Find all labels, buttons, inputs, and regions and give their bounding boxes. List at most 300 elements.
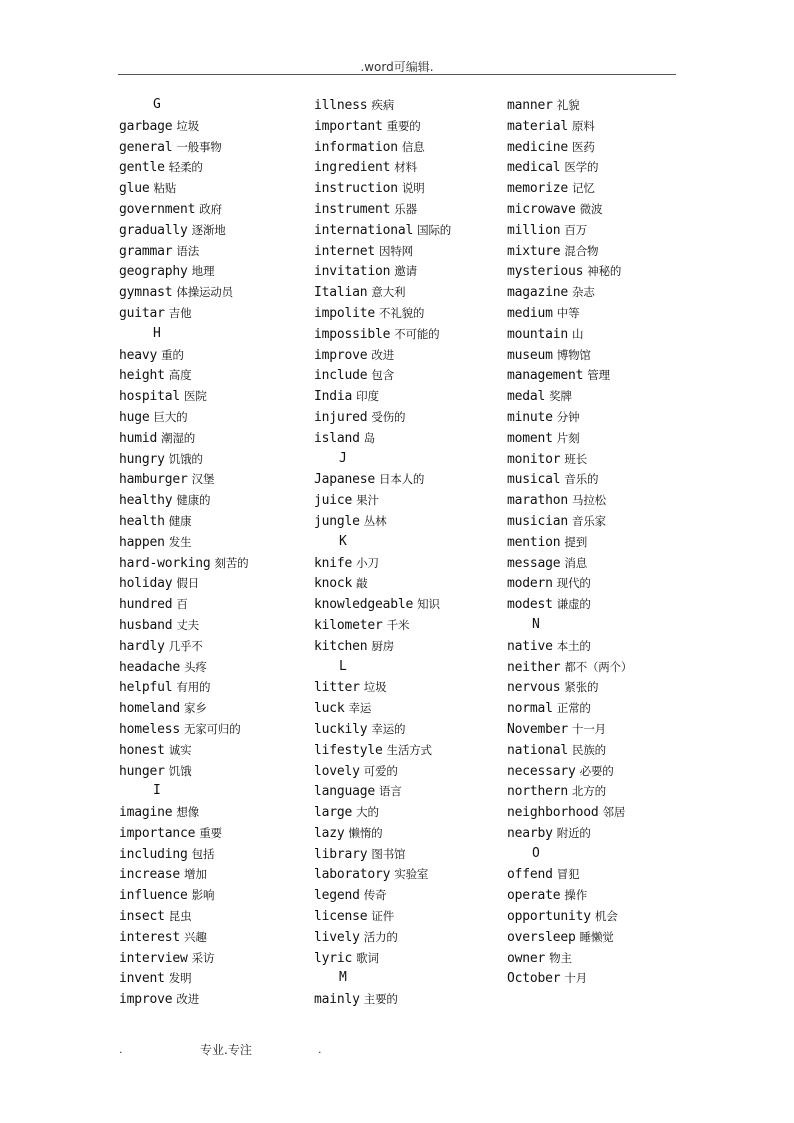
english-word: hunger bbox=[119, 763, 165, 779]
vocab-entry bbox=[119, 906, 309, 927]
vocab-entry bbox=[507, 636, 697, 657]
chinese-meaning: 微波 bbox=[579, 201, 603, 216]
vocab-entry bbox=[314, 220, 504, 241]
vocab-entry bbox=[507, 511, 697, 532]
vocab-entry bbox=[314, 261, 504, 282]
chinese-meaning: 神秘的 bbox=[587, 264, 622, 279]
vocab-entry bbox=[507, 345, 697, 366]
chinese-meaning: 消息 bbox=[564, 555, 587, 570]
vocab-entry bbox=[119, 615, 309, 636]
chinese-meaning: 可爱的 bbox=[363, 763, 398, 778]
chinese-meaning: 因特网 bbox=[379, 243, 413, 258]
vocab-entry bbox=[314, 428, 504, 449]
vocab-entry bbox=[507, 303, 697, 324]
vocab-entry bbox=[507, 220, 697, 241]
chinese-meaning: 必要的 bbox=[579, 763, 614, 778]
english-word: monitor bbox=[507, 451, 561, 467]
english-word: gradually bbox=[119, 222, 188, 238]
chinese-meaning: 音乐家 bbox=[572, 513, 606, 528]
footer-dot-right: . bbox=[318, 1043, 322, 1056]
chinese-meaning: 饥饿 bbox=[168, 763, 192, 778]
vocab-entry bbox=[507, 927, 697, 948]
vocab-entry bbox=[507, 261, 697, 282]
vocab-entry bbox=[119, 989, 309, 1010]
english-word: medical bbox=[507, 160, 561, 176]
english-word: hard-working bbox=[119, 555, 211, 571]
english-word: information bbox=[314, 139, 398, 155]
english-word: internet bbox=[314, 243, 376, 259]
chinese-meaning: 谦虚的 bbox=[556, 597, 591, 612]
chinese-meaning: 片刻 bbox=[556, 430, 580, 445]
vocab-entry bbox=[119, 844, 309, 865]
chinese-meaning: 都不（两个） bbox=[564, 659, 633, 674]
english-word: moment bbox=[507, 430, 553, 446]
english-word: national bbox=[507, 742, 569, 758]
vocab-entry bbox=[507, 657, 697, 678]
vocab-entry bbox=[507, 698, 697, 719]
vocab-entry bbox=[119, 594, 309, 615]
english-word: holiday bbox=[119, 576, 173, 592]
english-word: October bbox=[507, 971, 561, 987]
vocab-entry bbox=[119, 927, 309, 948]
chinese-meaning: 敲 bbox=[356, 576, 368, 591]
english-word: increase bbox=[119, 867, 181, 883]
chinese-meaning: 博物馆 bbox=[556, 347, 591, 362]
vocab-entry bbox=[507, 469, 697, 490]
vocab-entry bbox=[314, 740, 504, 761]
english-word: husband bbox=[119, 617, 173, 633]
vocab-entry bbox=[119, 864, 309, 885]
english-word: homeless bbox=[119, 721, 181, 737]
english-word: material bbox=[507, 118, 569, 134]
chinese-meaning: 正常的 bbox=[556, 701, 591, 716]
english-word: guitar bbox=[119, 305, 165, 321]
english-word: minute bbox=[507, 409, 553, 425]
english-word: kitchen bbox=[314, 638, 368, 654]
chinese-meaning: 受伤的 bbox=[371, 409, 406, 424]
chinese-meaning: 改进 bbox=[176, 992, 199, 1007]
english-word: lovely bbox=[314, 763, 360, 779]
english-word: invitation bbox=[314, 264, 391, 280]
english-word: mountain bbox=[507, 326, 569, 342]
vocab-entry bbox=[119, 241, 309, 262]
english-word: include bbox=[314, 368, 368, 384]
english-word: health bbox=[119, 513, 165, 529]
english-word: hardly bbox=[119, 638, 165, 654]
vocab-entry bbox=[119, 365, 309, 386]
vocab-entry bbox=[507, 199, 697, 220]
header-rule bbox=[118, 74, 676, 75]
chinese-meaning: 重要的 bbox=[386, 118, 421, 133]
english-word: magazine bbox=[507, 285, 569, 301]
vocab-entry bbox=[314, 324, 504, 345]
vocab-entry bbox=[314, 615, 504, 636]
vocab-entry bbox=[119, 178, 309, 199]
vocab-entry bbox=[314, 116, 504, 137]
chinese-meaning: 岛 bbox=[363, 430, 376, 445]
english-word: modern bbox=[507, 576, 553, 592]
vocab-entry bbox=[507, 802, 697, 823]
english-word: illness bbox=[314, 98, 368, 113]
english-word: instrument bbox=[314, 201, 391, 217]
chinese-meaning: 礼貌 bbox=[556, 98, 580, 112]
vocab-entry bbox=[507, 532, 697, 553]
english-word: mixture bbox=[507, 243, 561, 259]
english-word: opportunity bbox=[507, 909, 591, 925]
english-word: grammar bbox=[119, 243, 173, 259]
english-word: honest bbox=[119, 742, 165, 758]
chinese-meaning: 杂志 bbox=[572, 285, 595, 300]
chinese-meaning: 健康的 bbox=[176, 493, 211, 508]
chinese-meaning: 实验室 bbox=[394, 867, 429, 882]
vocab-entry bbox=[314, 864, 504, 885]
chinese-meaning: 饥饿的 bbox=[168, 451, 203, 466]
chinese-meaning: 百万 bbox=[564, 222, 587, 237]
chinese-meaning: 信息 bbox=[401, 139, 425, 154]
english-word: memorize bbox=[507, 181, 569, 197]
english-word: medal bbox=[507, 389, 546, 405]
chinese-meaning: 改进 bbox=[371, 347, 394, 362]
chinese-meaning: 无家可归的 bbox=[184, 721, 241, 736]
vocab-entry bbox=[507, 677, 697, 698]
chinese-meaning: 民族的 bbox=[572, 742, 606, 757]
vocab-entry bbox=[314, 948, 504, 969]
chinese-meaning: 健康 bbox=[168, 513, 192, 528]
chinese-meaning: 影响 bbox=[191, 888, 215, 903]
vocab-entry bbox=[119, 282, 309, 303]
vocab-entry bbox=[507, 407, 697, 428]
english-word: oversleep bbox=[507, 929, 576, 945]
vocab-entry bbox=[507, 324, 697, 345]
vocab-entry bbox=[507, 365, 697, 386]
chinese-meaning: 物主 bbox=[549, 950, 572, 965]
vocab-entry bbox=[119, 573, 309, 594]
english-word: luck bbox=[314, 701, 345, 717]
english-word: height bbox=[119, 368, 165, 384]
vocab-entry bbox=[507, 241, 697, 262]
english-word: interest bbox=[119, 929, 181, 945]
chinese-meaning: 医学的 bbox=[564, 160, 599, 175]
vocab-entry bbox=[119, 511, 309, 532]
english-word: luckily bbox=[314, 721, 368, 737]
vocab-entry bbox=[314, 761, 504, 782]
english-word: microwave bbox=[507, 201, 576, 217]
english-word: ingredient bbox=[314, 160, 391, 176]
vocab-entry bbox=[507, 719, 697, 740]
english-word: gymnast bbox=[119, 285, 173, 301]
vocab-entry bbox=[314, 802, 504, 823]
chinese-meaning: 医院 bbox=[184, 389, 207, 404]
english-word: modest bbox=[507, 597, 553, 613]
english-word: offend bbox=[507, 867, 553, 883]
chinese-meaning: 邀请 bbox=[394, 264, 417, 279]
chinese-meaning: 不可能的 bbox=[394, 326, 440, 341]
english-word: language bbox=[314, 784, 376, 800]
vocab-entry bbox=[314, 241, 504, 262]
english-word: medium bbox=[507, 305, 553, 321]
vocab-entry bbox=[507, 137, 697, 158]
english-word: huge bbox=[119, 409, 150, 425]
chinese-meaning: 兴趣 bbox=[184, 929, 207, 944]
chinese-meaning: 重的 bbox=[161, 347, 184, 362]
vocab-entry bbox=[314, 137, 504, 158]
english-word: large bbox=[314, 805, 353, 821]
chinese-meaning: 疾病 bbox=[371, 98, 394, 112]
vocab-entry bbox=[314, 677, 504, 698]
chinese-meaning: 中等 bbox=[556, 305, 580, 320]
english-word: homeland bbox=[119, 701, 181, 717]
vocab-entry bbox=[119, 636, 309, 657]
english-word: November bbox=[507, 721, 569, 737]
chinese-meaning: 小刀 bbox=[356, 555, 379, 570]
english-word: including bbox=[119, 846, 188, 862]
chinese-meaning: 乐器 bbox=[394, 201, 417, 216]
chinese-meaning: 巨大的 bbox=[153, 409, 188, 424]
english-word: million bbox=[507, 222, 561, 238]
chinese-meaning: 几乎不 bbox=[168, 638, 203, 653]
chinese-meaning: 想像 bbox=[176, 805, 199, 820]
vocab-entry bbox=[507, 823, 697, 844]
vocab-entry bbox=[119, 802, 309, 823]
vocab-entry bbox=[507, 116, 697, 137]
english-word: helpful bbox=[119, 680, 173, 696]
english-word: government bbox=[119, 201, 196, 217]
vocab-entry bbox=[507, 885, 697, 906]
english-word: library bbox=[314, 846, 368, 862]
chinese-meaning: 懒惰的 bbox=[348, 825, 383, 840]
vocab-entry bbox=[314, 553, 504, 574]
english-word: necessary bbox=[507, 763, 576, 779]
english-word: improve bbox=[314, 347, 368, 363]
vocab-entry bbox=[119, 823, 309, 844]
chinese-meaning: 诚实 bbox=[168, 742, 192, 757]
vocab-entry bbox=[507, 449, 697, 470]
chinese-meaning: 包括 bbox=[191, 846, 215, 861]
english-word: lively bbox=[314, 929, 360, 945]
english-word: owner bbox=[507, 950, 546, 966]
chinese-meaning: 十月 bbox=[564, 971, 587, 986]
vocab-entry bbox=[119, 220, 309, 241]
vocab-entry bbox=[119, 345, 309, 366]
english-word: litter bbox=[314, 680, 360, 696]
english-word: musical bbox=[507, 472, 561, 488]
english-word: garbage bbox=[119, 118, 173, 134]
english-word: neighborhood bbox=[507, 805, 599, 821]
english-word: island bbox=[314, 430, 360, 446]
chinese-meaning: 吉他 bbox=[168, 305, 192, 320]
vocab-entry bbox=[119, 948, 309, 969]
english-word: instruction bbox=[314, 181, 398, 197]
chinese-meaning: 高度 bbox=[168, 368, 192, 383]
chinese-meaning: 传奇 bbox=[363, 888, 387, 903]
vocab-entry bbox=[314, 490, 504, 511]
footer-dot-left: . bbox=[119, 1043, 123, 1056]
letter-heading: N bbox=[532, 616, 540, 632]
vocab-entry bbox=[507, 553, 697, 574]
chinese-meaning: 头疼 bbox=[184, 659, 207, 674]
english-word: imagine bbox=[119, 805, 173, 821]
vocab-entry bbox=[119, 885, 309, 906]
chinese-meaning: 粘贴 bbox=[153, 181, 177, 196]
vocab-entry bbox=[507, 906, 697, 927]
chinese-meaning: 睡懒觉 bbox=[579, 929, 614, 944]
chinese-meaning: 发生 bbox=[168, 534, 192, 549]
chinese-meaning: 活力的 bbox=[363, 929, 398, 944]
chinese-meaning: 操作 bbox=[564, 888, 587, 903]
vocab-entry bbox=[314, 927, 504, 948]
english-word: importance bbox=[119, 825, 196, 841]
vocab-entry bbox=[507, 948, 697, 969]
vocab-entry bbox=[507, 157, 697, 178]
vocab-entry bbox=[507, 428, 697, 449]
chinese-meaning: 图书馆 bbox=[371, 846, 406, 861]
english-word: kilometer bbox=[314, 617, 383, 633]
vocab-entry bbox=[507, 740, 697, 761]
english-word: manner bbox=[507, 98, 553, 113]
vocab-entry bbox=[314, 885, 504, 906]
english-word: healthy bbox=[119, 493, 173, 509]
english-word: important bbox=[314, 118, 383, 134]
chinese-meaning: 记忆 bbox=[572, 181, 595, 196]
chinese-meaning: 发明 bbox=[168, 971, 192, 986]
english-word: heavy bbox=[119, 347, 158, 363]
chinese-meaning: 班长 bbox=[564, 451, 587, 466]
vocab-entry bbox=[314, 511, 504, 532]
chinese-meaning: 潮湿的 bbox=[161, 430, 196, 445]
chinese-meaning: 垃圾 bbox=[176, 118, 199, 133]
vocab-entry bbox=[119, 698, 309, 719]
chinese-meaning: 附近的 bbox=[556, 825, 591, 840]
vocab-entry bbox=[507, 178, 697, 199]
page-header: .word可编辑. bbox=[360, 60, 434, 74]
vocab-entry bbox=[119, 199, 309, 220]
chinese-meaning: 采访 bbox=[191, 950, 215, 965]
letter-heading: I bbox=[153, 783, 161, 799]
english-word: lazy bbox=[314, 825, 345, 841]
letter-heading: O bbox=[532, 845, 540, 861]
chinese-meaning: 百 bbox=[176, 597, 188, 612]
vocab-entry bbox=[119, 532, 309, 553]
letter-heading: J bbox=[339, 450, 347, 466]
letter-heading: K bbox=[339, 533, 347, 549]
english-word: hamburger bbox=[119, 472, 188, 488]
english-word: improve bbox=[119, 992, 173, 1008]
vocab-entry bbox=[119, 657, 309, 678]
vocab-entry bbox=[314, 282, 504, 303]
english-word: museum bbox=[507, 347, 553, 363]
english-word: northern bbox=[507, 784, 569, 800]
vocab-entry bbox=[119, 137, 309, 158]
vocab-entry bbox=[314, 345, 504, 366]
english-word: neither bbox=[507, 659, 561, 675]
english-word: glue bbox=[119, 181, 150, 197]
chinese-meaning: 管理 bbox=[587, 368, 610, 383]
vocab-entry bbox=[119, 407, 309, 428]
chinese-meaning: 汉堡 bbox=[191, 472, 215, 487]
vocab-entry bbox=[119, 740, 309, 761]
chinese-meaning: 语言 bbox=[379, 784, 402, 799]
vocab-entry bbox=[507, 594, 697, 615]
english-word: injured bbox=[314, 409, 368, 425]
chinese-meaning: 幸运 bbox=[348, 701, 372, 716]
chinese-meaning: 证件 bbox=[371, 909, 394, 924]
vocab-entry bbox=[507, 573, 697, 594]
english-word: impossible bbox=[314, 326, 391, 342]
vocab-entry bbox=[314, 594, 504, 615]
chinese-meaning: 北方的 bbox=[572, 784, 606, 799]
chinese-meaning: 国际的 bbox=[417, 222, 452, 237]
english-word: mysterious bbox=[507, 264, 584, 280]
english-word: mainly bbox=[314, 992, 360, 1008]
chinese-meaning: 丛林 bbox=[363, 513, 387, 528]
english-word: nervous bbox=[507, 680, 561, 696]
english-word: humid bbox=[119, 430, 158, 446]
chinese-meaning: 知识 bbox=[417, 597, 440, 612]
vocab-entry bbox=[119, 553, 309, 574]
english-word: hospital bbox=[119, 389, 181, 405]
vocab-column-3 bbox=[507, 95, 697, 989]
vocab-entry bbox=[119, 428, 309, 449]
chinese-meaning: 材料 bbox=[394, 160, 417, 175]
vocab-entry bbox=[314, 781, 504, 802]
english-word: management bbox=[507, 368, 584, 384]
chinese-meaning: 体操运动员 bbox=[176, 285, 233, 300]
vocab-entry bbox=[314, 719, 504, 740]
chinese-meaning: 幸运的 bbox=[371, 721, 406, 736]
vocab-entry bbox=[507, 490, 697, 511]
vocab-entry bbox=[119, 490, 309, 511]
vocab-entry bbox=[119, 261, 309, 282]
vocab-entry bbox=[314, 698, 504, 719]
vocab-entry bbox=[507, 968, 697, 989]
english-word: native bbox=[507, 638, 553, 654]
english-word: knife bbox=[314, 555, 353, 571]
vocab-entry bbox=[314, 844, 504, 865]
english-word: hungry bbox=[119, 451, 165, 467]
chinese-meaning: 包含 bbox=[371, 368, 394, 383]
chinese-meaning: 马拉松 bbox=[572, 493, 606, 508]
chinese-meaning: 逐渐地 bbox=[191, 222, 226, 237]
english-word: lyric bbox=[314, 950, 353, 966]
english-word: gentle bbox=[119, 160, 165, 176]
vocab-entry bbox=[314, 386, 504, 407]
chinese-meaning: 一般事物 bbox=[176, 139, 222, 154]
chinese-meaning: 丈夫 bbox=[176, 617, 199, 632]
vocab-entry bbox=[507, 864, 697, 885]
chinese-meaning: 分钟 bbox=[556, 409, 580, 424]
chinese-meaning: 生活方式 bbox=[386, 742, 432, 757]
vocab-entry bbox=[119, 968, 309, 989]
english-word: knock bbox=[314, 576, 353, 592]
chinese-meaning: 本土的 bbox=[556, 638, 591, 653]
vocab-entry bbox=[119, 303, 309, 324]
chinese-meaning: 大的 bbox=[356, 805, 379, 820]
chinese-meaning: 日本人的 bbox=[379, 472, 425, 487]
vocab-entry bbox=[314, 573, 504, 594]
english-word: impolite bbox=[314, 305, 376, 321]
vocab-entry bbox=[314, 407, 504, 428]
chinese-meaning: 医药 bbox=[572, 139, 595, 154]
vocab-entry bbox=[314, 303, 504, 324]
footer-text: 专业.专注 bbox=[200, 1043, 252, 1057]
vocab-entry bbox=[314, 178, 504, 199]
english-word: medicine bbox=[507, 139, 569, 155]
vocab-entry bbox=[507, 761, 697, 782]
vocab-column-2 bbox=[314, 95, 504, 1010]
chinese-meaning: 昆虫 bbox=[168, 909, 192, 924]
chinese-meaning: 家乡 bbox=[184, 701, 207, 716]
vocab-entry bbox=[314, 157, 504, 178]
